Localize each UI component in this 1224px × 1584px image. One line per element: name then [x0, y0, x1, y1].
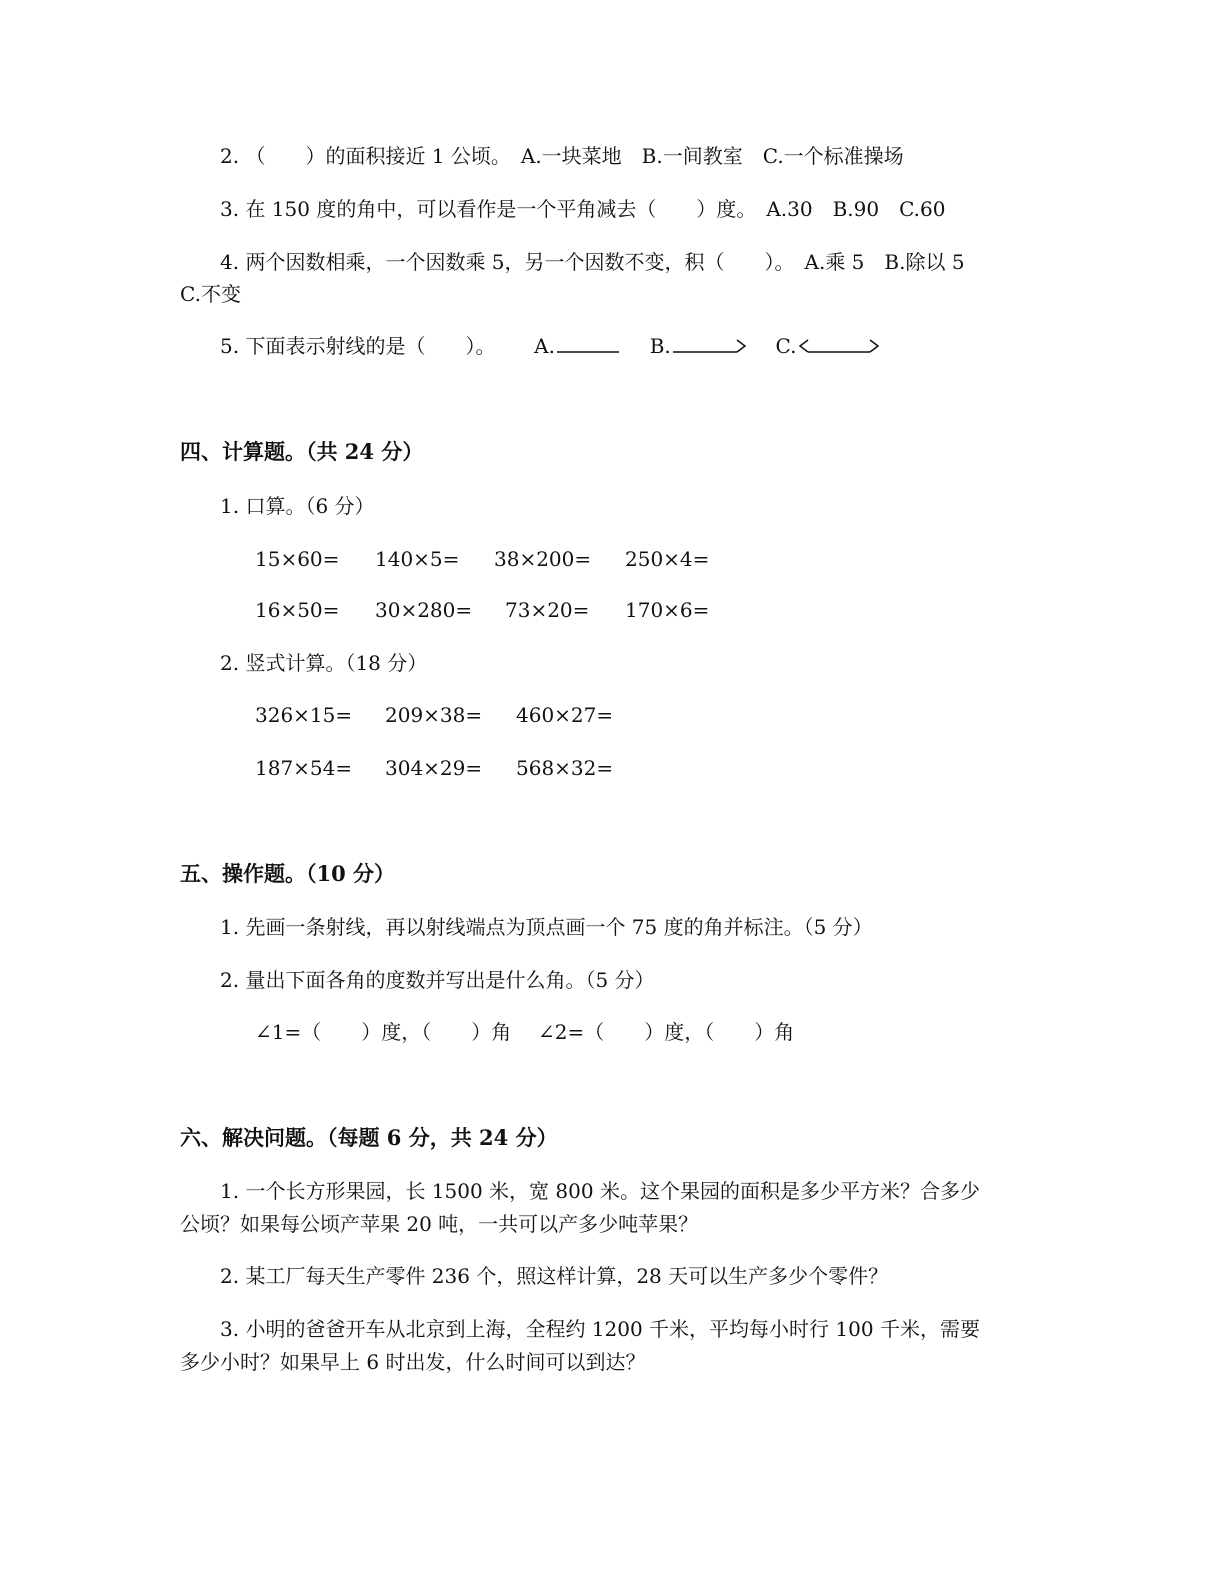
question-3-5-text: 5. 下面表示射线的是（ ）。 — [220, 334, 496, 358]
oral-calc-2-2: 30×280= — [375, 598, 473, 622]
question-5-1: 1. 先画一条射线，再以射线端点为顶点画一个 75 度的角并标注。（5 分） — [220, 915, 873, 939]
oral-calc-1-4: 250×4= — [625, 547, 710, 571]
line-figure — [796, 334, 882, 362]
oral-calc-1-1: 15×60= — [255, 547, 340, 571]
option-c-label: C. — [775, 334, 797, 358]
question-6-3-continued: 多少小时？如果早上 6 时出发，什么时间可以到达？ — [180, 1350, 646, 1374]
vertical-calc-1-3: 460×27= — [516, 703, 614, 727]
question-6-3: 3. 小明的爸爸开车从北京到上海，全程约 1200 千米，平均每小时行 100 千米，需要 — [220, 1317, 980, 1341]
question-5-2: 2. 量出下面各角的度数并写出是什么角。（5 分） — [220, 968, 655, 992]
option-a-label: A. — [534, 334, 555, 358]
question-3-3: 3. 在 150 度的角中，可以看作是一个平角减去（ ）度。 A.30 B.90 C.60 — [220, 197, 946, 221]
angle-2-answer: ∠2=（ ）度，（ ）角 — [538, 1020, 795, 1044]
oral-calc-1-3: 38×200= — [494, 547, 592, 571]
vertical-calc-2-1: 187×54= — [255, 756, 353, 780]
oral-calc-2-4: 170×6= — [625, 598, 710, 622]
question-6-1: 1. 一个长方形果园，长 1500 米，宽 800 米。这个果园的面积是多少平方米？合多少 — [220, 1179, 980, 1203]
oral-calc-1-2: 140×5= — [375, 547, 460, 571]
vertical-calc-1-2: 209×38= — [385, 703, 483, 727]
vertical-calc-2-2: 304×29= — [385, 756, 483, 780]
vertical-calc-1-1: 326×15= — [255, 703, 353, 727]
segment-figure — [555, 334, 621, 362]
section-5-heading: 五、操作题。（10 分） — [180, 861, 396, 886]
question-6-1-continued: 公顷？如果每公顷产苹果 20 吨，一共可以产多少吨苹果？ — [180, 1212, 699, 1236]
question-3-2: 2. （ ）的面积接近 1 公顷。 A.一块菜地 B.一间教室 C.一个标准操场 — [220, 144, 904, 168]
section-6-heading: 六、解决问题。（每题 6 分，共 24 分） — [180, 1125, 558, 1150]
question-6-2: 2. 某工厂每天生产零件 236 个，照这样计算，28 天可以生产多少个零件？ — [220, 1264, 889, 1288]
question-3-4: 4. 两个因数相乘，一个因数乘 5，另一个因数不变，积（ ）。 A.乘 5 B.除以 5 — [220, 250, 965, 274]
ray-figure — [671, 334, 749, 362]
question-4-1-title: 1. 口算。（6 分） — [220, 494, 375, 518]
question-3-5 — [220, 332, 882, 362]
question-3-4-continued: C.不变 — [180, 282, 241, 306]
angle-1-answer: ∠1=（ ）度，（ ）角 — [255, 1020, 512, 1044]
oral-calc-2-3: 73×20= — [505, 598, 590, 622]
oral-calc-2-1: 16×50= — [255, 598, 340, 622]
vertical-calc-2-3: 568×32= — [516, 756, 614, 780]
section-4-heading: 四、计算题。（共 24 分） — [180, 439, 424, 464]
question-4-2-title: 2. 竖式计算。（18 分） — [220, 651, 428, 675]
option-b-label: B. — [649, 334, 671, 358]
